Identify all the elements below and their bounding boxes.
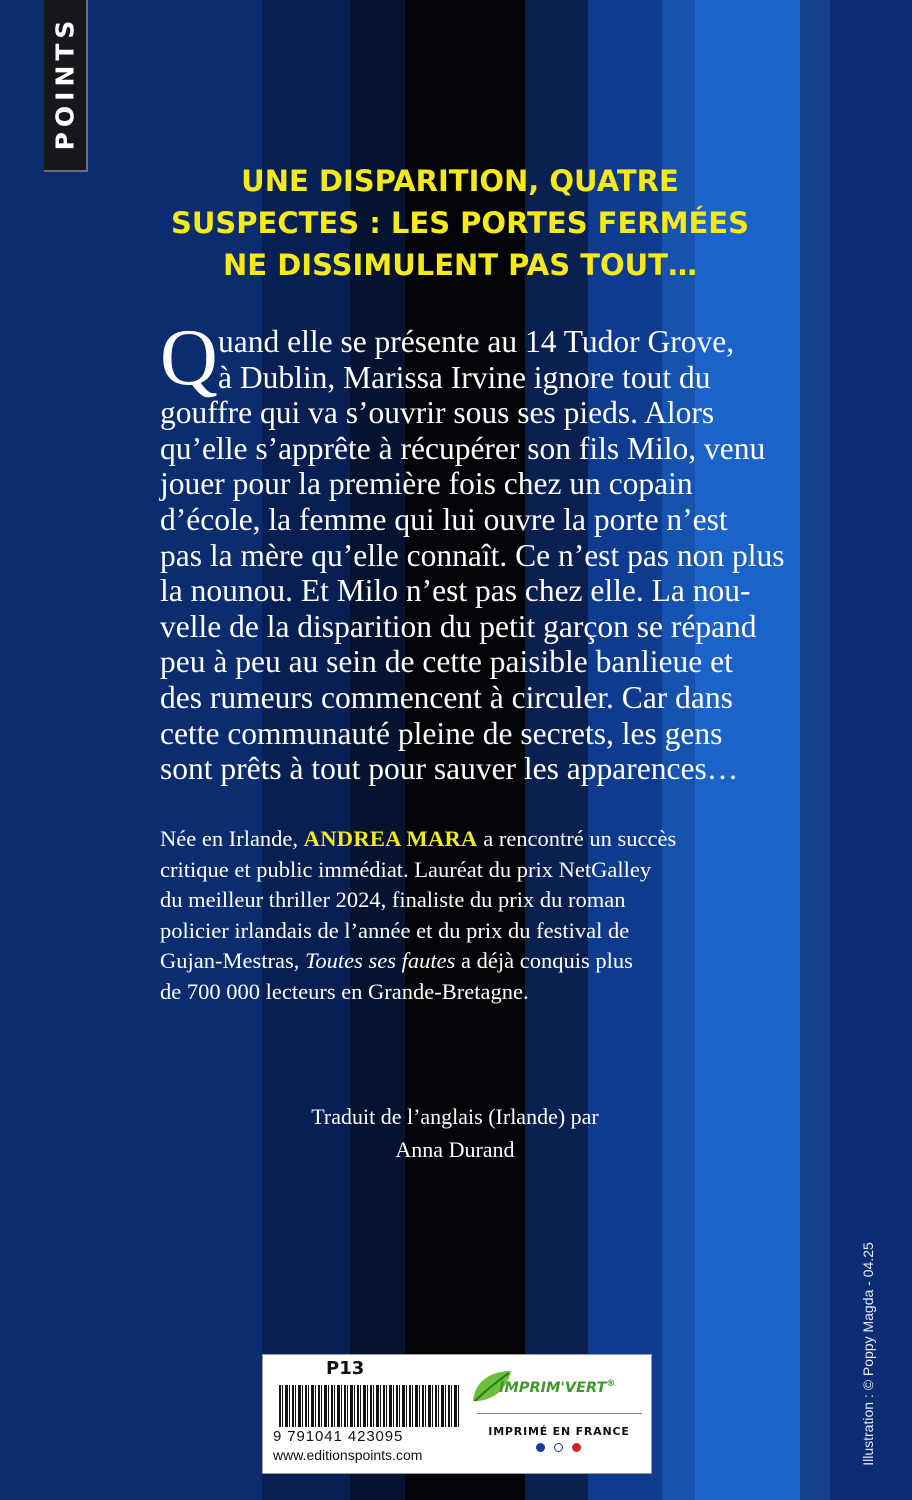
- summary-line: qu’elle s’apprête à récupérer son fils Milo, venu: [160, 430, 766, 466]
- summary-line: d’école, la femme qui lui ouvre la porte n’est: [160, 501, 728, 537]
- book-title: Toutes ses fautes: [304, 948, 456, 973]
- summary-text: uand elle se présente au 14 Tudor Grove,: [218, 324, 735, 359]
- bio-line: policier irlandais de l’année et du prix du festival de: [160, 917, 630, 943]
- summary-line: cette communauté pleine de secrets, les gens: [160, 715, 723, 751]
- summary-line-second: à Dublin, Marissa Irvine ignore tout du: [218, 359, 711, 395]
- summary-line: velle de la disparition du petit garçon se répand: [160, 608, 757, 644]
- summary-line: gouffre qui va s’ouvrir sous ses pieds. Alors: [160, 395, 715, 431]
- headline: [160, 160, 760, 286]
- translator-name: Anna Durand: [395, 1137, 515, 1162]
- bio-line: du meilleur thriller 2024, finaliste du prix du roman: [160, 887, 626, 912]
- bio-text: a déjà conquis plus: [455, 948, 633, 973]
- flag-dot-red: [572, 1443, 581, 1452]
- bio-line: critique et public immédiat. Lauréat du prix NetGalley: [160, 856, 652, 882]
- illustration-credit-area: [848, 1227, 888, 1482]
- translation-credit: [255, 1100, 655, 1166]
- summary-paragraph: [160, 314, 785, 787]
- bio-text: Née en Irlande,: [160, 826, 304, 851]
- drop-cap: Q: [160, 314, 218, 402]
- bio-line: [160, 824, 760, 855]
- summary-line: des rumeurs commencent à circuler. Car dans: [160, 679, 733, 715]
- publisher-logo: POINTS: [50, 15, 80, 151]
- flag-dot-white: [554, 1443, 563, 1452]
- price-code: P13: [326, 1358, 365, 1379]
- eco-brand: [499, 1379, 615, 1396]
- barcode-icon: [279, 1385, 459, 1427]
- summary-line: pas la mère qu’elle connaît. Ce n’est pas non plus: [160, 537, 785, 573]
- imprim-vert-logo: [469, 1367, 649, 1467]
- summary-line: la nounou. Et Milo n’est pas chez elle. La nou-: [160, 573, 751, 609]
- bio-text: a rencontré un succès: [477, 826, 677, 851]
- barcode-label: [262, 1354, 652, 1474]
- bio-text: Gujan-Mestras,: [160, 948, 305, 973]
- divider: [477, 1413, 642, 1414]
- translation-line: Traduit de l’anglais (Irlande) par: [311, 1104, 599, 1129]
- flag-dot-blue: [536, 1443, 545, 1452]
- summary-line: jouer pour la première fois chez un copain: [160, 466, 693, 502]
- headline-line: SUSPECTES : LES PORTES FERMÉES: [170, 206, 750, 240]
- summary-line: peu à peu au sein de cette paisible banlieue et: [160, 644, 733, 680]
- isbn-number: 9 791041 423095: [273, 1428, 404, 1445]
- illustration-credit: Illustration : © Poppy Magda - 04.25: [860, 1242, 876, 1466]
- bio-line: de 700 000 lecteurs en Grande-Bretagne.: [160, 978, 529, 1004]
- headline-line: NE DISSIMULENT PAS TOUT…: [223, 248, 697, 282]
- headline-line: UNE DISPARITION, QUATRE: [241, 164, 679, 198]
- author-name: ANDREA MARA: [303, 826, 478, 851]
- summary-line: sont prêts à tout pour sauver les apparences…: [160, 751, 739, 787]
- printed-in-france: IMPRIMÉ EN FRANCE: [488, 1425, 630, 1438]
- french-flag-icon: [536, 1443, 596, 1455]
- publisher-url: www.editionspoints.com: [273, 1447, 423, 1463]
- author-bio: [160, 824, 760, 1007]
- bio-line: [160, 946, 760, 977]
- eco-brand-name: IMPRIM'VERT: [499, 1379, 607, 1396]
- registered-mark: ®: [606, 1379, 616, 1389]
